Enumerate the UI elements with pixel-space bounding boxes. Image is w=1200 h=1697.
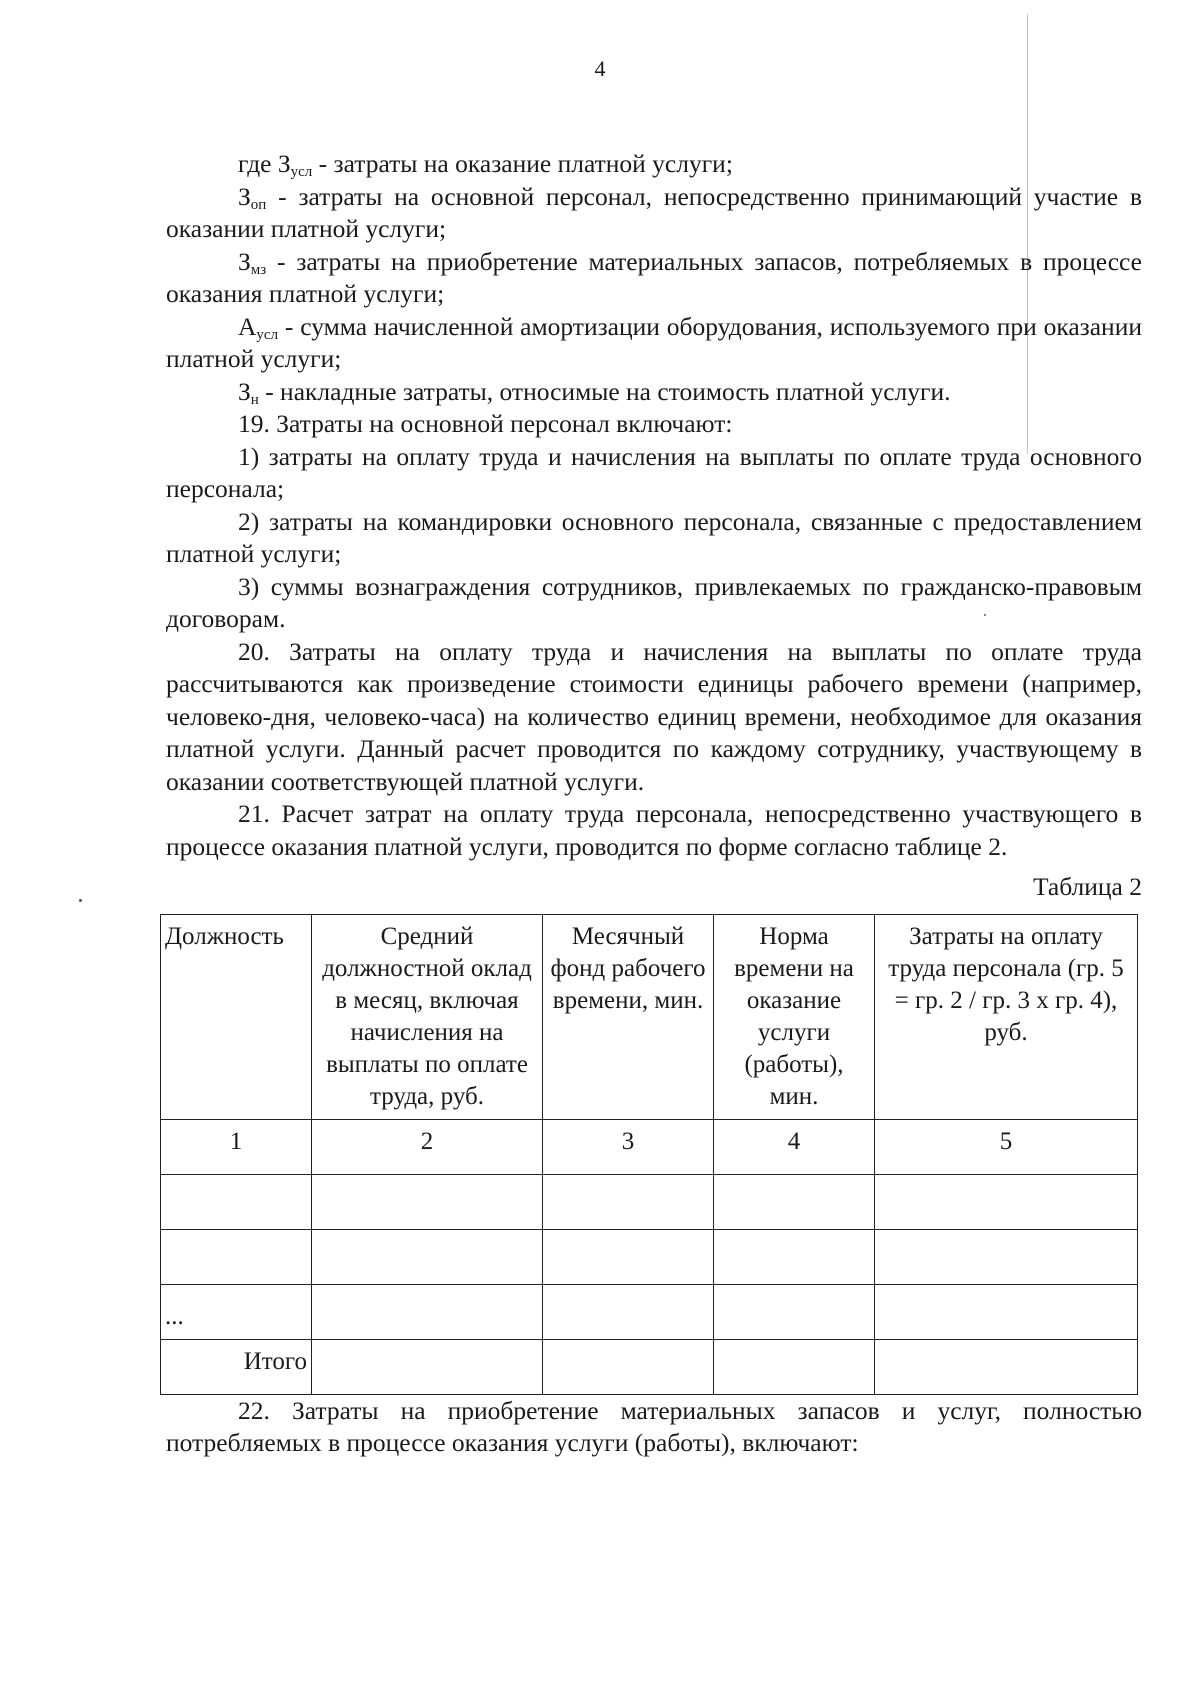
table-cell [543, 1284, 714, 1339]
paragraph-19-item-1: 1) затраты на оплату труда и начисления на выплаты по оплате труда основного персонала; [166, 441, 1142, 503]
legend-z-mz: $З_{мз}$ - затраты на приобретение материальных запасов, потребляемых в процессе оказания платной услуги; [166, 246, 1142, 308]
table-cell [714, 1229, 875, 1284]
page-number: 4 [594, 56, 606, 81]
column-number: 4 [714, 1119, 875, 1174]
paragraph-19-item-2: 2) затраты на командировки основного персонала, связанные с предоставлением платной услуги; [166, 506, 1142, 568]
table-cell [543, 1229, 714, 1284]
column-number: 3 [543, 1119, 714, 1174]
header-labor-costs: Затраты на оплату труда персонала (гр. 5 = гр. 2 / гр. 3 х гр. 4), руб. [875, 914, 1138, 1119]
ellipsis-cell: ... [161, 1284, 312, 1339]
header-salary: Средний должностной оклад в месяц, включая начисления на выплаты по оплате труда, руб. [312, 914, 543, 1119]
table-cell [714, 1174, 875, 1229]
paragraph-20: 20. Затраты на оплату труда и начисления на выплаты по оплате труда рассчитываются как произведение стоимости единицы рабочего времени (например, человеко-дня, человеко-часа) на количество единиц времени, необходимое для оказания платной услуги. Данный расчет проводится по каждому сотруднику, участвующему в оказании соответствующей платной услуги. [166, 636, 1142, 796]
table-cell [875, 1174, 1138, 1229]
table-header-row [161, 914, 1138, 1119]
scan-speck [79, 899, 82, 902]
table-cell [875, 1284, 1138, 1339]
table-row [161, 1174, 1138, 1229]
table-cell [714, 1284, 875, 1339]
table-row [161, 1284, 1138, 1339]
legend-z-usl: где $З_{усл}$ - затраты на оказание платной услуги; [238, 149, 733, 180]
column-number: 1 [161, 1119, 312, 1174]
total-label: Итого [161, 1339, 312, 1394]
header-position: Должность [161, 914, 312, 1119]
table-cell [312, 1174, 543, 1229]
paragraph-19-item-3: 3) суммы вознаграждения сотрудников, привлекаемых по гражданско-правовым договорам. [166, 571, 1142, 633]
header-time-norm: Норма времени на оказание услуги (работы), мин. [714, 914, 875, 1119]
legend-z-n: $З_н$ - накладные затраты, относимые на стоимость платной услуги. [238, 376, 951, 408]
labor-costs-table [160, 914, 1138, 1395]
table-cell [875, 1229, 1138, 1284]
document-body [166, 148, 1142, 1460]
table-cell [312, 1284, 543, 1339]
legend-a-usl: $А_{усл}$ - сумма начисленной амортизации оборудования, используемого при оказании платной услуги; [166, 311, 1142, 373]
table-cell [714, 1339, 875, 1394]
total-row [161, 1339, 1138, 1394]
paragraph-22: 22. Затраты на приобретение материальных запасов и услуг, полностью потребляемых в процессе оказания услуги (работы), включают: [166, 1395, 1142, 1457]
paragraph-19: 19. Затраты на основной персонал включают: [238, 409, 733, 438]
table-cell [312, 1339, 543, 1394]
column-number: 2 [312, 1119, 543, 1174]
column-number: 5 [875, 1119, 1138, 1174]
table-cell [161, 1229, 312, 1284]
table-cell [543, 1339, 714, 1394]
column-number-row [161, 1119, 1138, 1174]
header-work-fund: Месячный фонд рабочего времени, мин. [543, 914, 714, 1119]
table-cell [312, 1229, 543, 1284]
legend-z-op: $З_{оп}$ - затраты на основной персонал, непосредственно принимающий участие в оказании платной услуги; [166, 181, 1142, 243]
table-cell [543, 1174, 714, 1229]
table-cell [875, 1339, 1138, 1394]
table-caption: Таблица 2 [1032, 872, 1142, 901]
paragraph-21: 21. Расчет затрат на оплату труда персонала, непосредственно участвующего в процессе оказания платной услуги, проводится по форме согласно таблице 2. [166, 799, 1142, 861]
table-cell [161, 1174, 312, 1229]
table-row [161, 1229, 1138, 1284]
